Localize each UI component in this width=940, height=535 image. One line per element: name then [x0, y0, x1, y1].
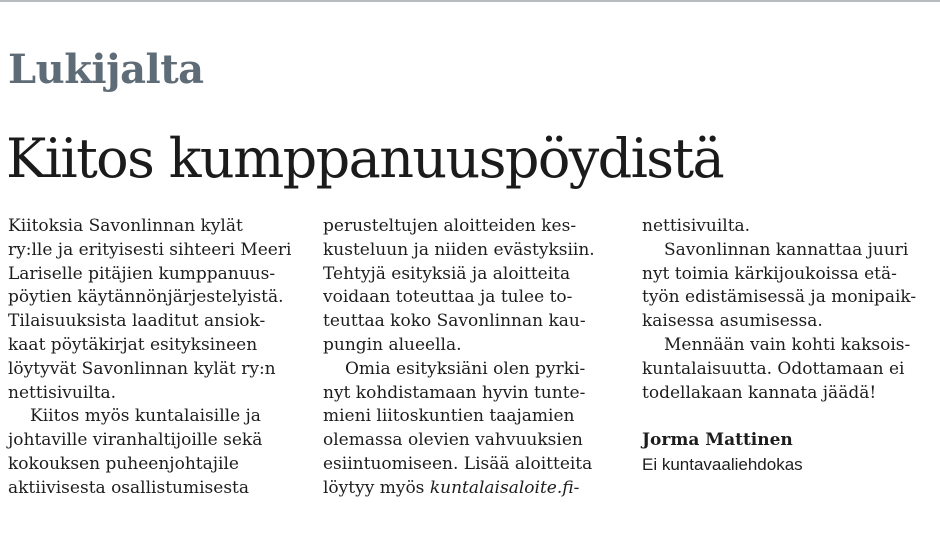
- text-line: nyt toimia kärkijoukoissa etä-: [642, 263, 897, 284]
- text-line: teuttaa koko Savonlinnan kau-: [323, 311, 586, 332]
- text-line: löytyvät Savonlinnan kylät ry:n: [8, 358, 276, 379]
- text-line: olemassa olevien vahvuuksien: [323, 430, 583, 451]
- text-line: aktiivisesta osallistumisesta: [8, 477, 250, 498]
- article-column-2: [323, 215, 629, 501]
- text-line: kuntalaisuutta. Odottamaan ei: [642, 358, 905, 379]
- article-column-3: [642, 215, 938, 477]
- text-line: todellakaan kannata jäädä!: [642, 382, 877, 403]
- text-line: perusteltujen aloitteiden kes-: [323, 216, 577, 236]
- text-line: esiintuomiseen. Lisää aloitteita: [323, 453, 593, 474]
- text-line: pöytien käytännönjärjestelyistä.: [8, 287, 284, 308]
- section-kicker: Lukijalta: [8, 46, 204, 93]
- top-rule: [0, 0, 940, 2]
- text-line: pungin alueella.: [323, 334, 462, 355]
- text-line: ry:lle ja erityisesti sihteeri Meeri: [8, 239, 292, 260]
- text-line: kokouksen puheenjohtajile: [8, 453, 239, 474]
- text-line: Tilaisuuksista laaditut ansiok-: [8, 311, 266, 332]
- article-headline: Kiitos kumppanuuspöydistä: [6, 127, 724, 190]
- text-line-with-link: [323, 477, 629, 501]
- text-line: kaisessa asumisessa.: [642, 311, 823, 332]
- text-line: nettisivuilta.: [8, 382, 117, 403]
- text-line: Kiitoksia Savonlinnan kylät: [8, 216, 243, 236]
- spacer: [642, 405, 938, 429]
- article-column-1: [8, 215, 313, 501]
- author-role: Ei kuntavaaliehdokas: [642, 454, 803, 474]
- text-line: Lariselle pitäjien kumppanuus-: [8, 263, 276, 284]
- text-line: mieni liitoskuntien taajamien: [323, 406, 575, 427]
- website-mention: kuntalaisaloite.fi: [429, 477, 574, 498]
- text-line: voidaan toteuttaa ja tulee to-: [323, 287, 573, 308]
- text-line: Omia esityksiäni olen pyrki-: [345, 358, 586, 379]
- author-name: Jorma Mattinen: [642, 430, 793, 451]
- text-line: työn edistämisessä ja monipaik-: [642, 287, 917, 308]
- text-line: johtaville viranhaltijoille sekä: [8, 430, 263, 451]
- text-line: Savonlinnan kannattaa juuri: [664, 239, 909, 260]
- text-line: Tehtyjä esityksiä ja aloitteita: [323, 263, 571, 284]
- text-line: nyt kohdistamaan hyvin tunte-: [323, 382, 586, 403]
- text-line: kaat pöytäkirjat esityksineen: [8, 334, 258, 355]
- text-line: nettisivuilta.: [642, 216, 751, 236]
- text-line: Kiitos myös kuntalaisille ja: [30, 406, 261, 427]
- text-fragment: löytyy myös: [323, 477, 430, 498]
- text-line: Mennään vain kohti kaksois-: [664, 334, 911, 355]
- hyphen: -: [573, 477, 580, 498]
- text-line: kusteluun ja niiden evästyksiin.: [323, 239, 595, 260]
